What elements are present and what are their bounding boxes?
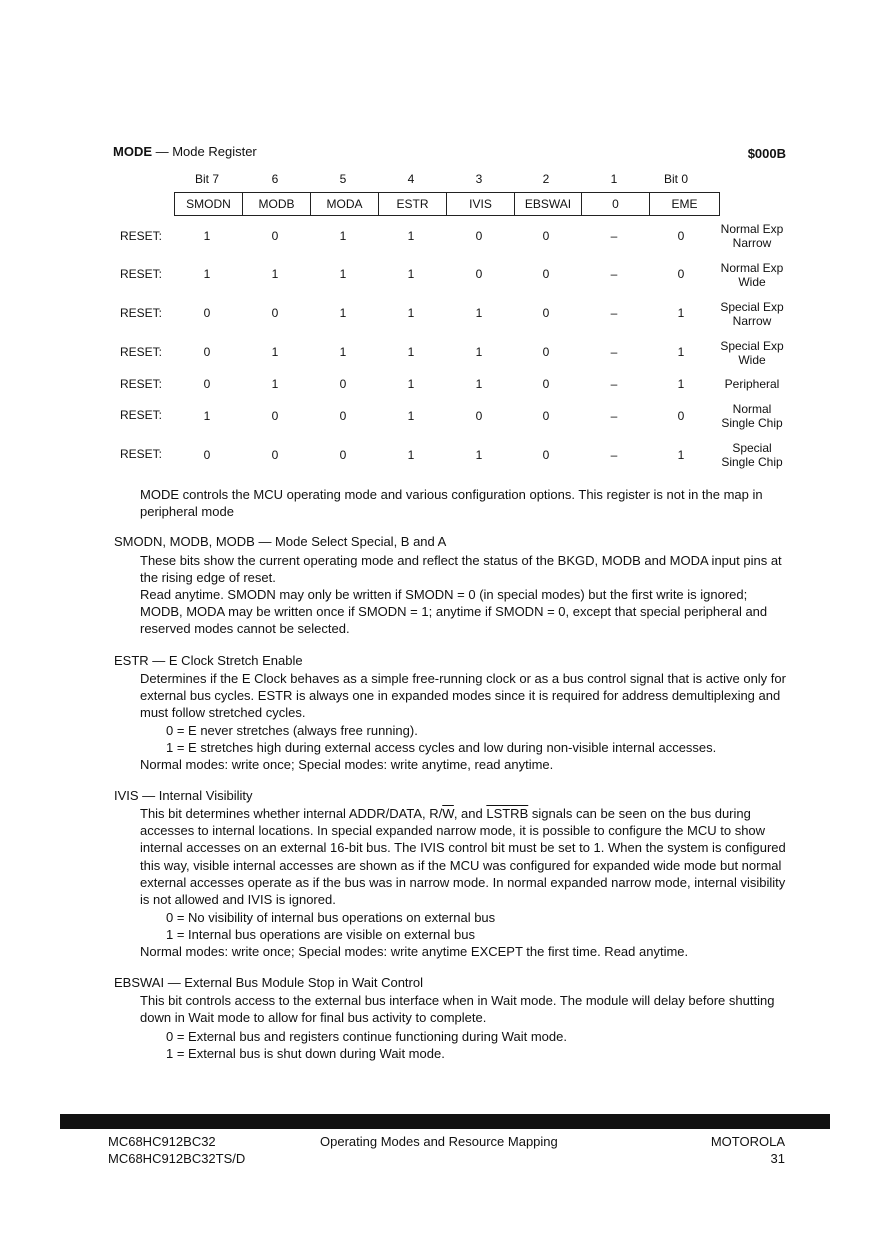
ivis-text-c: signals can be seen on the bus during accesses to internal locations. In special expanded narrow mode, it is possible to configure the MCU to show internal accesses on an external 16-bit bus. The IVIS control bit must be set to 1. When the system is configured this way, visible internal accesses are shown as if the MCU was configured for expanded wide mode but normal external accesses operate as if the bus was in narrow mode. In normal expanded narrow mode, internal visibility is not allowed and IVIS is ignored. [140,806,786,908]
ivis-option-1: 1 = Internal bus operations are visible on external bus [166,927,475,942]
reset-value: 1 [677,345,685,359]
reset-value: 0 [542,306,550,320]
reset-label: RESET: [120,229,163,243]
footer-left [108,1133,245,1167]
estr-heading: ESTR — E Clock Stretch Enable [114,653,303,668]
mode-line: Narrow [732,236,772,250]
rw-signal-w: $\overline{W}$ [442,806,454,821]
reset-value: – [610,267,618,281]
reset-value: 1 [339,267,347,281]
bit-name-cell: MODA [311,193,379,215]
reset-value: 0 [542,448,550,462]
reset-mode [712,441,792,469]
bit-name-cell: MODB [243,193,311,215]
reset-value: 1 [407,377,415,391]
reset-label: RESET: [120,377,163,391]
bit-number: 3 [475,172,483,186]
reset-value: – [610,448,618,462]
reset-value: 1 [407,345,415,359]
reset-value: – [610,409,618,423]
ebswai-option-0: 0 = External bus and registers continue functioning during Wait mode. [166,1029,567,1044]
ivis-text-b: , and [453,806,487,821]
reset-value: 1 [475,448,483,462]
bit-name-cell: EBSWAI [515,193,582,215]
reset-mode [712,339,792,367]
reset-value: 0 [542,377,550,391]
reset-value: 0 [677,267,685,281]
reset-label: RESET: [120,306,163,320]
reset-value: 0 [542,229,550,243]
mode-line: Single Chip [721,416,783,430]
mode-line: Wide [738,275,766,289]
ebswai-paragraph: This bit controls access to the external bus interface when in Wait mode. The module will delay before shutting down in Wait mode to allow for final bus activity to complete. [140,993,775,1026]
reset-label: RESET: [120,408,163,422]
register-long-name: — Mode Register [152,144,257,159]
reset-value: 0 [271,409,279,423]
smodn-paragraph: These bits show the current operating mode and reflect the status of the BKGD, MODB and MODA input pins at the rising edge of reset. [140,553,782,586]
lstrb-signal: LSTRB [486,806,529,821]
reset-mode [712,300,792,328]
estr-paragraph: Determines if the E Clock behaves as a simple free-running clock or as a bus control signal that is active only for external bus cycles. ESTR is always one in expanded modes since it is required for address demultiplexing and must follow stretched cycles. [140,671,786,721]
reset-value: 0 [475,229,483,243]
bit-number: 1 [610,172,618,186]
reset-value: 1 [677,377,685,391]
bit-number: 5 [339,172,347,186]
bit-number: 2 [542,172,550,186]
page-number: 31 [770,1151,785,1166]
reset-value: – [610,377,618,391]
bit-name-cell: SMODN [175,193,243,215]
reset-value: 1 [271,267,279,281]
reset-label: RESET: [120,267,163,281]
reset-value: 0 [271,306,279,320]
intro-paragraph: MODE controls the MCU operating mode and various configuration options. This register is not in the map in peripheral mode [140,487,763,520]
reset-value: 1 [407,306,415,320]
footer-doc-number: MC68HC912BC32TS/D [108,1151,246,1166]
estr-option-0: 0 = E never stretches (always free running). [166,723,418,738]
estr-option-1: 1 = E stretches high during external access cycles and low during non-visible internal accesses. [166,740,717,755]
bit-number: Bit 7 [194,172,219,186]
reset-value: 1 [339,345,347,359]
ivis-option-0: 0 = No visibility of internal bus operations on external bus [166,910,496,925]
reset-value: – [610,306,618,320]
ivis-heading: IVIS — Internal Visibility [114,788,253,803]
reset-value: 0 [542,409,550,423]
reset-value: 1 [475,377,483,391]
reset-value: 0 [203,345,211,359]
footer-right [711,1133,785,1167]
reset-value: 0 [677,409,685,423]
footer-section-title: Operating Modes and Resource Mapping [320,1134,558,1149]
ivis-note: Normal modes: write once; Special modes: write anytime EXCEPT the first time. Read anytime. [140,944,689,959]
mode-line: Special Exp [720,300,784,314]
reset-value: 1 [407,448,415,462]
reset-value: 0 [542,345,550,359]
reset-value: 1 [407,267,415,281]
reset-mode [712,402,792,430]
ivis-paragraph [140,805,792,908]
smodn-access-paragraph: Read anytime. SMODN may only be written if SMODN = 0 (in special modes) but the first write is ignored; MODB, MODA may be written once if SMODN = 1; anytime if SMODN = 0, except that special peripheral and reserved modes cannot be selected. [140,587,768,637]
mode-line: Normal Exp [720,261,784,275]
ebswai-option-1: 1 = External bus is shut down during Wait mode. [166,1046,445,1061]
reset-mode [712,261,792,289]
estr-note: Normal modes: write once; Special modes: write anytime, read anytime. [140,757,554,772]
reset-value: 0 [339,448,347,462]
reset-value: 0 [339,409,347,423]
reset-value: 1 [339,306,347,320]
register-short-name: MODE [113,144,152,159]
reset-value: 1 [677,448,685,462]
reset-value: 1 [339,229,347,243]
bit-number: 4 [407,172,415,186]
register-title [113,144,257,159]
mode-line: Narrow [732,314,772,328]
mode-line: Wide [738,353,766,367]
reset-value: 0 [475,267,483,281]
reset-value: 0 [271,448,279,462]
reset-value: 0 [203,306,211,320]
mode-line: Peripheral [724,377,780,391]
bit-name-cell: IVIS [447,193,515,215]
mode-line: Single Chip [721,455,783,469]
bit-name-cell: ESTR [379,193,447,215]
reset-value: 1 [475,345,483,359]
reset-value: 0 [339,377,347,391]
mode-line: Special [732,441,772,455]
bit-name-cell: 0 [582,193,650,215]
reset-value: – [610,345,618,359]
reset-value: 0 [203,377,211,391]
reset-value: 0 [475,409,483,423]
reset-label: RESET: [120,345,163,359]
reset-value: 1 [407,229,415,243]
smodn-heading: SMODN, MODB, MODB — Mode Select Special, B and A [114,534,447,549]
mode-line: Special Exp [720,339,784,353]
reset-value: 0 [677,229,685,243]
mode-line: Normal [732,402,772,416]
reset-label: RESET: [120,447,163,461]
footer-company: MOTOROLA [710,1134,785,1149]
reset-value: 1 [677,306,685,320]
reset-value: 0 [271,229,279,243]
footer-part-number: MC68HC912BC32 [108,1134,216,1149]
bit-name-cell: EME [671,197,698,211]
bit-number: 6 [271,172,279,186]
ebswai-heading: EBSWAI — External Bus Module Stop in Wait Control [114,975,423,990]
reset-value: – [610,229,618,243]
reset-value: 1 [407,409,415,423]
footer-rule [60,1114,830,1129]
bit-number: Bit 0 [663,172,688,186]
reset-mode [712,222,792,250]
reset-mode [712,377,792,391]
reset-value: 1 [203,229,211,243]
reset-value: 1 [475,306,483,320]
reset-value: 1 [203,267,211,281]
register-bit-names [174,192,720,216]
mode-line: Normal Exp [720,222,784,236]
ivis-text-a: This bit determines whether internal ADDR/DATA, R/ [140,806,443,821]
reset-value: 1 [271,377,279,391]
reset-value: 1 [203,409,211,423]
reset-value: 1 [271,345,279,359]
register-address: $000B [747,146,786,161]
reset-value: 0 [542,267,550,281]
reset-value: 0 [203,448,211,462]
